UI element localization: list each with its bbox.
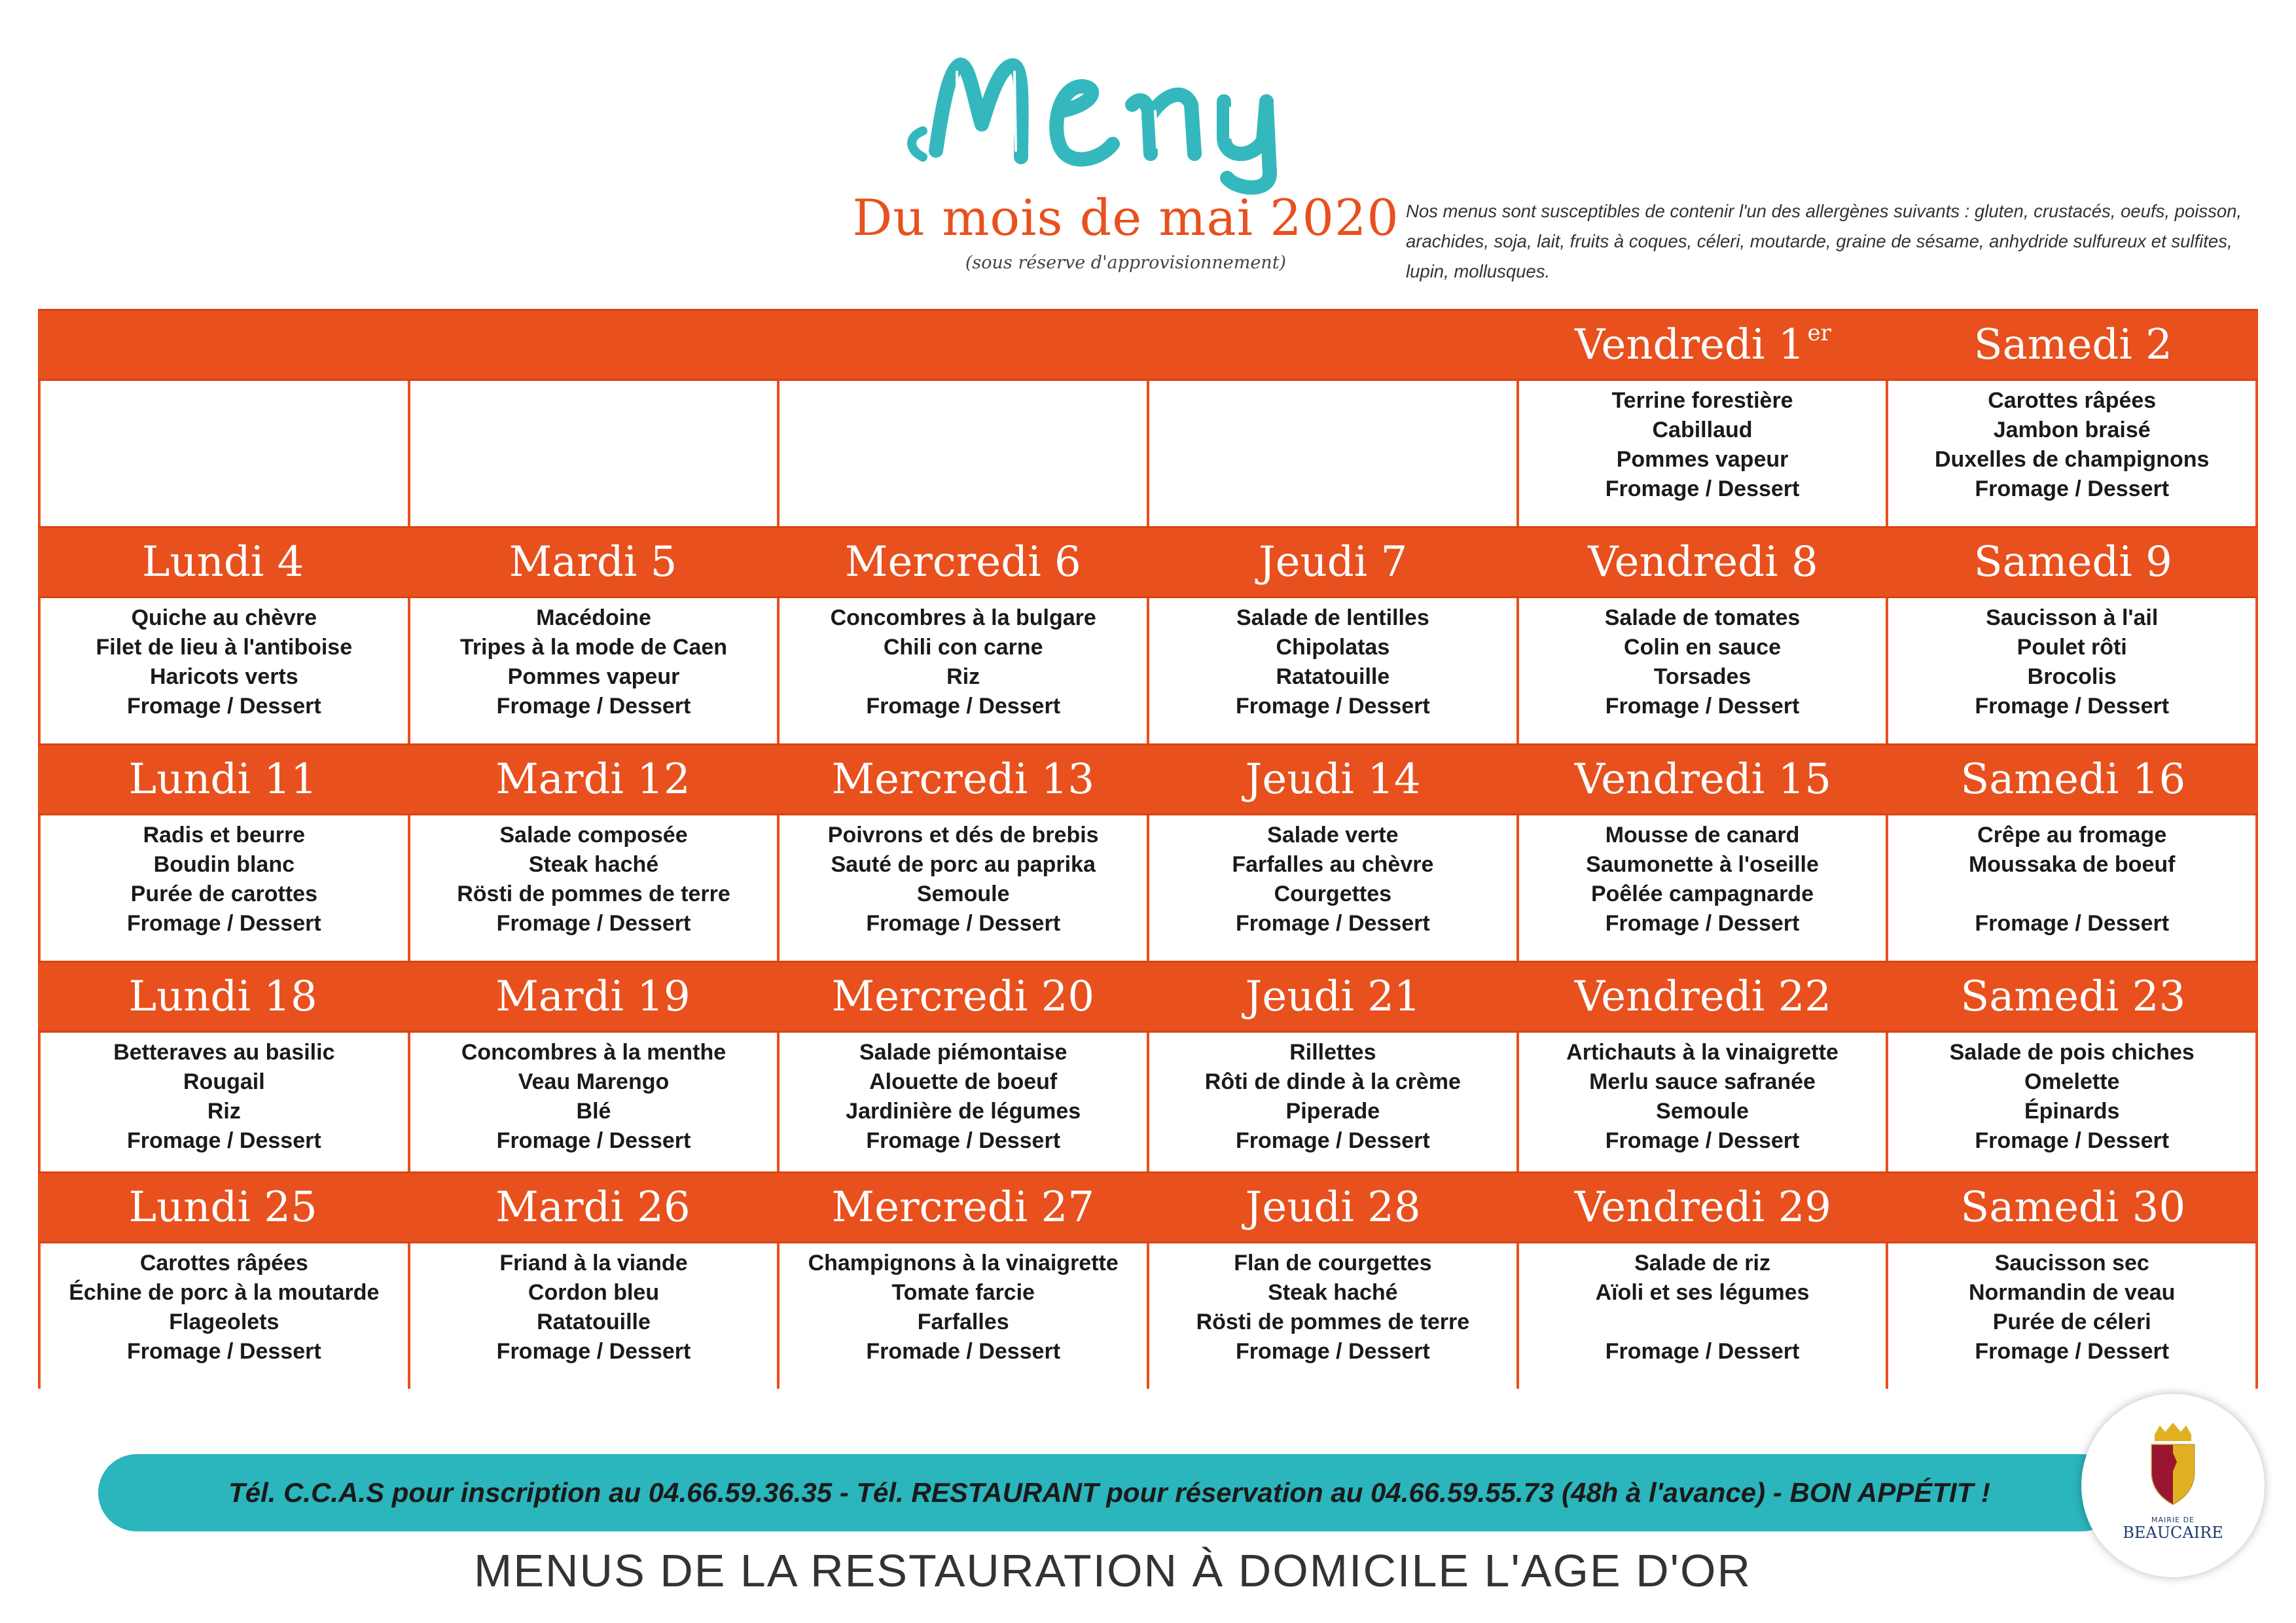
day-label — [1518, 963, 1888, 1031]
menu-item: Fromage / Dessert — [1605, 476, 1800, 501]
day-label — [1148, 1173, 1518, 1241]
menu-item: Fromage / Dessert — [496, 1339, 691, 1364]
day-label — [1148, 311, 1518, 379]
menu-item: Fromage / Dessert — [866, 1128, 1061, 1153]
menu-item: Salade de tomates — [1604, 605, 1801, 630]
day-label-text: Samedi 30 — [1960, 1183, 2186, 1232]
day-label — [1888, 311, 2258, 379]
day-label-text: Jeudi 28 — [1245, 1183, 1421, 1232]
day-menu-cell — [1516, 598, 1886, 743]
menu-item: Purée de carottes — [130, 882, 318, 906]
menu-item: Fromage / Dessert — [127, 694, 321, 719]
day-label-text: Samedi 16 — [1960, 755, 2186, 804]
menu-item: Piperade — [1285, 1099, 1380, 1124]
day-menu-cell — [1147, 598, 1516, 743]
menu-item: Fromage / Dessert — [1975, 911, 2170, 936]
week-menu-row — [38, 598, 2258, 743]
menu-item: Colin en sauce — [1624, 635, 1781, 660]
menu-item: Salade piémontaise — [859, 1040, 1067, 1065]
menu-item: Fromage / Dessert — [1975, 694, 2170, 719]
menu-item: Haricots verts — [149, 664, 298, 689]
day-label — [408, 963, 778, 1031]
menu-item: Semoule — [916, 882, 1010, 906]
menu-item: Rôti de dinde à la crème — [1204, 1069, 1461, 1094]
menu-item: Saumonette à l'oseille — [1586, 852, 1819, 877]
menu-item: Flageolets — [169, 1310, 279, 1334]
menu-item: Poulet rôti — [2017, 635, 2127, 660]
day-header-band — [38, 961, 2258, 1033]
day-label — [1518, 528, 1888, 596]
day-label — [1518, 311, 1888, 379]
menu-item: Concombres à la bulgare — [830, 605, 1096, 630]
day-label-text: Vendredi 15 — [1574, 755, 1832, 804]
menu-item: Blé — [576, 1099, 611, 1124]
day-label — [778, 528, 1148, 596]
day-menu-cell — [1147, 1033, 1516, 1171]
menu-item: Moussaka de boeuf — [1968, 852, 2176, 877]
menu-item: Fromage / Dessert — [1236, 1339, 1430, 1364]
day-menu-cell — [1147, 1243, 1516, 1389]
day-menu-cell — [1886, 1243, 2258, 1389]
day-label-text: Mercredi 27 — [831, 1183, 1095, 1232]
subtitle: Du mois de mai 2020 — [852, 188, 1399, 247]
menu-item: Salade de pois chiches — [1949, 1040, 2195, 1065]
menu-item: Salade de riz — [1634, 1251, 1770, 1275]
menu-item: Jardinière de légumes — [846, 1099, 1081, 1124]
menu-item: Fromage / Dessert — [866, 911, 1061, 936]
menu-item: Fromage / Dessert — [1605, 1339, 1800, 1364]
day-label-text: Vendredi 1 — [1575, 321, 1805, 369]
coat-of-arms-icon — [2081, 1394, 2265, 1577]
day-menu-cell — [1886, 1033, 2258, 1171]
menu-item: Alouette de boeuf — [869, 1069, 1058, 1094]
day-label-text: Lundi 18 — [128, 972, 317, 1021]
menu-item: Brocolis — [2027, 664, 2117, 689]
allergen-notice: Nos menus sont susceptibles de contenir l'un des allergènes suivants : gluten, crustacés, oeufs, poisson, arachides, soja, lait, fruits à coques, céleri, moutarde, graine de sésame, anhydride sulfureux et sulfites, lupin, mollusques. — [1406, 201, 2242, 281]
menu-item: Pommes vapeur — [507, 664, 680, 689]
day-label-text: Mardi 12 — [495, 755, 691, 804]
menu-item: Ratatouille — [1276, 664, 1390, 689]
day-menu-cell — [1516, 1033, 1886, 1171]
day-label — [408, 528, 778, 596]
menu-item: Flan de courgettes — [1234, 1251, 1432, 1275]
day-label-text: Mercredi 20 — [831, 972, 1095, 1021]
menu-item: Fromage / Dessert — [1975, 476, 2170, 501]
day-label-text: Lundi 25 — [128, 1183, 317, 1232]
menu-item: Courgettes — [1274, 882, 1392, 906]
menu-item: Betteraves au basilic — [113, 1040, 335, 1065]
day-label — [1888, 528, 2258, 596]
day-label-text: Vendredi 8 — [1588, 538, 1818, 586]
menu-item: Filet de lieu à l'antiboise — [96, 635, 353, 660]
menu-item: Radis et beurre — [143, 823, 306, 847]
menu-item: Quiche au chèvre — [131, 605, 317, 630]
day-menu-cell — [777, 1033, 1147, 1171]
day-label-text: Mercredi 13 — [831, 755, 1095, 804]
menu-item: Boudin blanc — [153, 852, 295, 877]
menu-item: Crêpe au fromage — [1977, 823, 2167, 847]
day-label — [778, 1173, 1148, 1241]
day-label — [1518, 745, 1888, 813]
day-menu-cell — [38, 381, 408, 526]
day-menu-cell — [408, 598, 778, 743]
menu-item: Fromage / Dessert — [1605, 911, 1800, 936]
day-label-text: Jeudi 7 — [1259, 538, 1408, 586]
menu-item: Farfalles au chèvre — [1232, 852, 1434, 877]
day-label-text: Jeudi 14 — [1245, 755, 1421, 804]
menu-item: Mousse de canard — [1605, 823, 1800, 847]
menu-item: Chili con carne — [883, 635, 1043, 660]
day-label — [1888, 963, 2258, 1031]
day-label-text: Vendredi 22 — [1574, 972, 1832, 1021]
day-label-text: Jeudi 21 — [1245, 972, 1421, 1021]
day-label — [778, 311, 1148, 379]
day-menu-cell — [1516, 381, 1886, 526]
menu-item: Fromage / Dessert — [1236, 694, 1430, 719]
day-menu-cell — [408, 381, 778, 526]
menu-item: Omelette — [2024, 1069, 2120, 1094]
day-header-band — [38, 1171, 2258, 1243]
day-label — [38, 745, 408, 813]
week-menu-row — [38, 1243, 2258, 1389]
bottom-title: MENUS DE LA RESTAURATION À DOMICILE L'AGE D'OR — [473, 1545, 1752, 1596]
day-label — [38, 311, 408, 379]
day-label — [1888, 745, 2258, 813]
day-label — [408, 745, 778, 813]
menu-item: Steak haché — [528, 852, 659, 877]
menu-item: Carottes râpées — [139, 1251, 308, 1275]
day-label-text: Samedi 23 — [1960, 972, 2186, 1021]
day-label-text: Lundi 4 — [141, 538, 304, 586]
menu-item: Riz — [946, 664, 980, 689]
menu-item: Poêlée campagnarde — [1590, 882, 1814, 906]
day-label-text: Lundi 11 — [128, 755, 317, 804]
menu-item: Rillettes — [1289, 1040, 1376, 1065]
menu-item: Fromage / Dessert — [1605, 694, 1800, 719]
logo-badge — [2081, 1394, 2265, 1577]
day-label-superscript: er — [1807, 320, 1831, 346]
menu-item: Épinards — [2024, 1099, 2120, 1124]
menu-item: Pommes vapeur — [1616, 447, 1789, 472]
menu-item: Purée de céleri — [1992, 1310, 2151, 1334]
day-label-text: Mardi 26 — [495, 1183, 691, 1232]
menu-item: Tomate farcie — [891, 1280, 1035, 1305]
menu-item: Fromage / Dessert — [1975, 1339, 2170, 1364]
day-label — [408, 1173, 778, 1241]
menu-item: Ratatouille — [537, 1310, 651, 1334]
menu-item: Fromage / Dessert — [866, 694, 1061, 719]
menu-item: Terrine forestière — [1611, 388, 1793, 413]
day-label-text: Mardi 19 — [495, 972, 691, 1021]
day-label — [38, 1173, 408, 1241]
day-menu-cell — [1516, 1243, 1886, 1389]
menu-item: Veau Marengo — [518, 1069, 670, 1094]
menu-item: Fromage / Dessert — [127, 911, 321, 936]
menu-item: Salade de lentilles — [1236, 605, 1429, 630]
menu-item: Friand à la viande — [499, 1251, 688, 1275]
supply-note: (sous réserve d'approvisionnement) — [965, 253, 1287, 273]
day-label-text: Samedi 2 — [1973, 321, 2172, 369]
day-label — [1148, 745, 1518, 813]
day-header-band — [38, 526, 2258, 598]
menu-item: Steak haché — [1268, 1280, 1398, 1305]
day-menu-cell — [777, 598, 1147, 743]
menu-item: Chipolatas — [1276, 635, 1390, 660]
day-menu-cell — [1886, 381, 2258, 526]
day-label-text: Mercredi 6 — [844, 538, 1081, 586]
day-label — [1148, 528, 1518, 596]
menu-item: Artichauts à la vinaigrette — [1566, 1040, 1839, 1065]
menu-title-lettering — [897, 26, 1381, 196]
day-label-text: Mardi 5 — [509, 538, 677, 586]
day-menu-cell — [1147, 381, 1516, 526]
day-menu-cell — [777, 815, 1147, 961]
menu-item: Farfalles — [917, 1310, 1009, 1334]
menu-item: Champignons à la vinaigrette — [808, 1251, 1119, 1275]
day-label — [778, 963, 1148, 1031]
day-label-text: Vendredi 29 — [1574, 1183, 1832, 1232]
day-label — [1888, 1173, 2258, 1241]
contact-banner — [98, 1454, 2121, 1531]
menu-item: Fromade / Dessert — [866, 1339, 1061, 1364]
menu-item: Macédoine — [536, 605, 651, 630]
day-menu-cell — [1886, 598, 2258, 743]
day-menu-cell — [1886, 815, 2258, 961]
menu-item: Cabillaud — [1652, 418, 1753, 442]
menu-item: Normandin de veau — [1968, 1280, 2176, 1305]
day-label — [1518, 1173, 1888, 1241]
menu-item: Fromage / Dessert — [127, 1339, 321, 1364]
logo-name: BEAUCAIRE — [2123, 1524, 2223, 1542]
day-label — [778, 745, 1148, 813]
menu-item: Rösti de pommes de terre — [1196, 1310, 1470, 1334]
menu-item: Saucisson sec — [1994, 1251, 2149, 1275]
menu-item: Fromage / Dessert — [496, 911, 691, 936]
day-label — [38, 528, 408, 596]
menu-item: Fromage / Dessert — [127, 1128, 321, 1153]
menu-item: Salade composée — [499, 823, 688, 847]
menu-item: Tripes à la mode de Caen — [459, 635, 728, 660]
menu-calendar — [38, 309, 2258, 1389]
menu-item: Rougail — [183, 1069, 265, 1094]
day-menu-cell — [408, 815, 778, 961]
week-menu-row — [38, 815, 2258, 961]
week-menu-row — [38, 1033, 2258, 1171]
menu-item: Fromage / Dessert — [496, 694, 691, 719]
menu-item: Échine de porc à la moutarde — [69, 1280, 380, 1305]
day-header-band — [38, 743, 2258, 815]
menu-item: Salade verte — [1267, 823, 1399, 847]
week-menu-row — [38, 381, 2258, 526]
day-label — [1148, 963, 1518, 1031]
day-menu-cell — [38, 598, 408, 743]
day-menu-cell — [38, 815, 408, 961]
menu-item: Fromage / Dessert — [1236, 911, 1430, 936]
menu-item: Sauté de porc au paprika — [831, 852, 1096, 877]
menu-item: Riz — [207, 1099, 241, 1124]
day-header-band — [38, 309, 2258, 381]
menu-item: Duxelles de champignons — [1934, 447, 2210, 472]
day-label-text: Samedi 9 — [1973, 538, 2172, 586]
menu-item: Cordon bleu — [528, 1280, 660, 1305]
menu-item: Saucisson à l'ail — [1986, 605, 2159, 630]
day-label — [38, 963, 408, 1031]
logo-small-text: MAIRIE DE — [2151, 1516, 2195, 1524]
day-menu-cell — [1147, 815, 1516, 961]
menu-item: Semoule — [1656, 1099, 1749, 1124]
day-menu-cell — [408, 1033, 778, 1171]
menu-item: Fromage / Dessert — [496, 1128, 691, 1153]
day-label — [408, 311, 778, 379]
menu-item: Fromage / Dessert — [1236, 1128, 1430, 1153]
day-menu-cell — [38, 1243, 408, 1389]
menu-item: Poivrons et dés de brebis — [827, 823, 1099, 847]
menu-item: Rösti de pommes de terre — [457, 882, 730, 906]
menu-item: Merlu sauce safranée — [1589, 1069, 1816, 1094]
menu-item: Jambon braisé — [1993, 418, 2151, 442]
menu-item: Carottes râpées — [1988, 388, 2157, 413]
menu-item: Fromage / Dessert — [1975, 1128, 2170, 1153]
menu-item: Aïoli et ses légumes — [1595, 1280, 1810, 1305]
day-menu-cell — [38, 1033, 408, 1171]
day-menu-cell — [777, 381, 1147, 526]
menu-item: Torsades — [1653, 664, 1751, 689]
menu-item: Concombres à la menthe — [461, 1040, 726, 1065]
day-menu-cell — [408, 1243, 778, 1389]
contact-text: Tél. C.C.A.S pour inscription au 04.66.59.36.35 - Tél. RESTAURANT pour réservation au 04.66.59.55.73 (48h à l'avance) - BON APPÉTIT ! — [228, 1477, 1990, 1508]
menu-item: Fromage / Dessert — [1605, 1128, 1800, 1153]
day-menu-cell — [1516, 815, 1886, 961]
day-menu-cell — [777, 1243, 1147, 1389]
